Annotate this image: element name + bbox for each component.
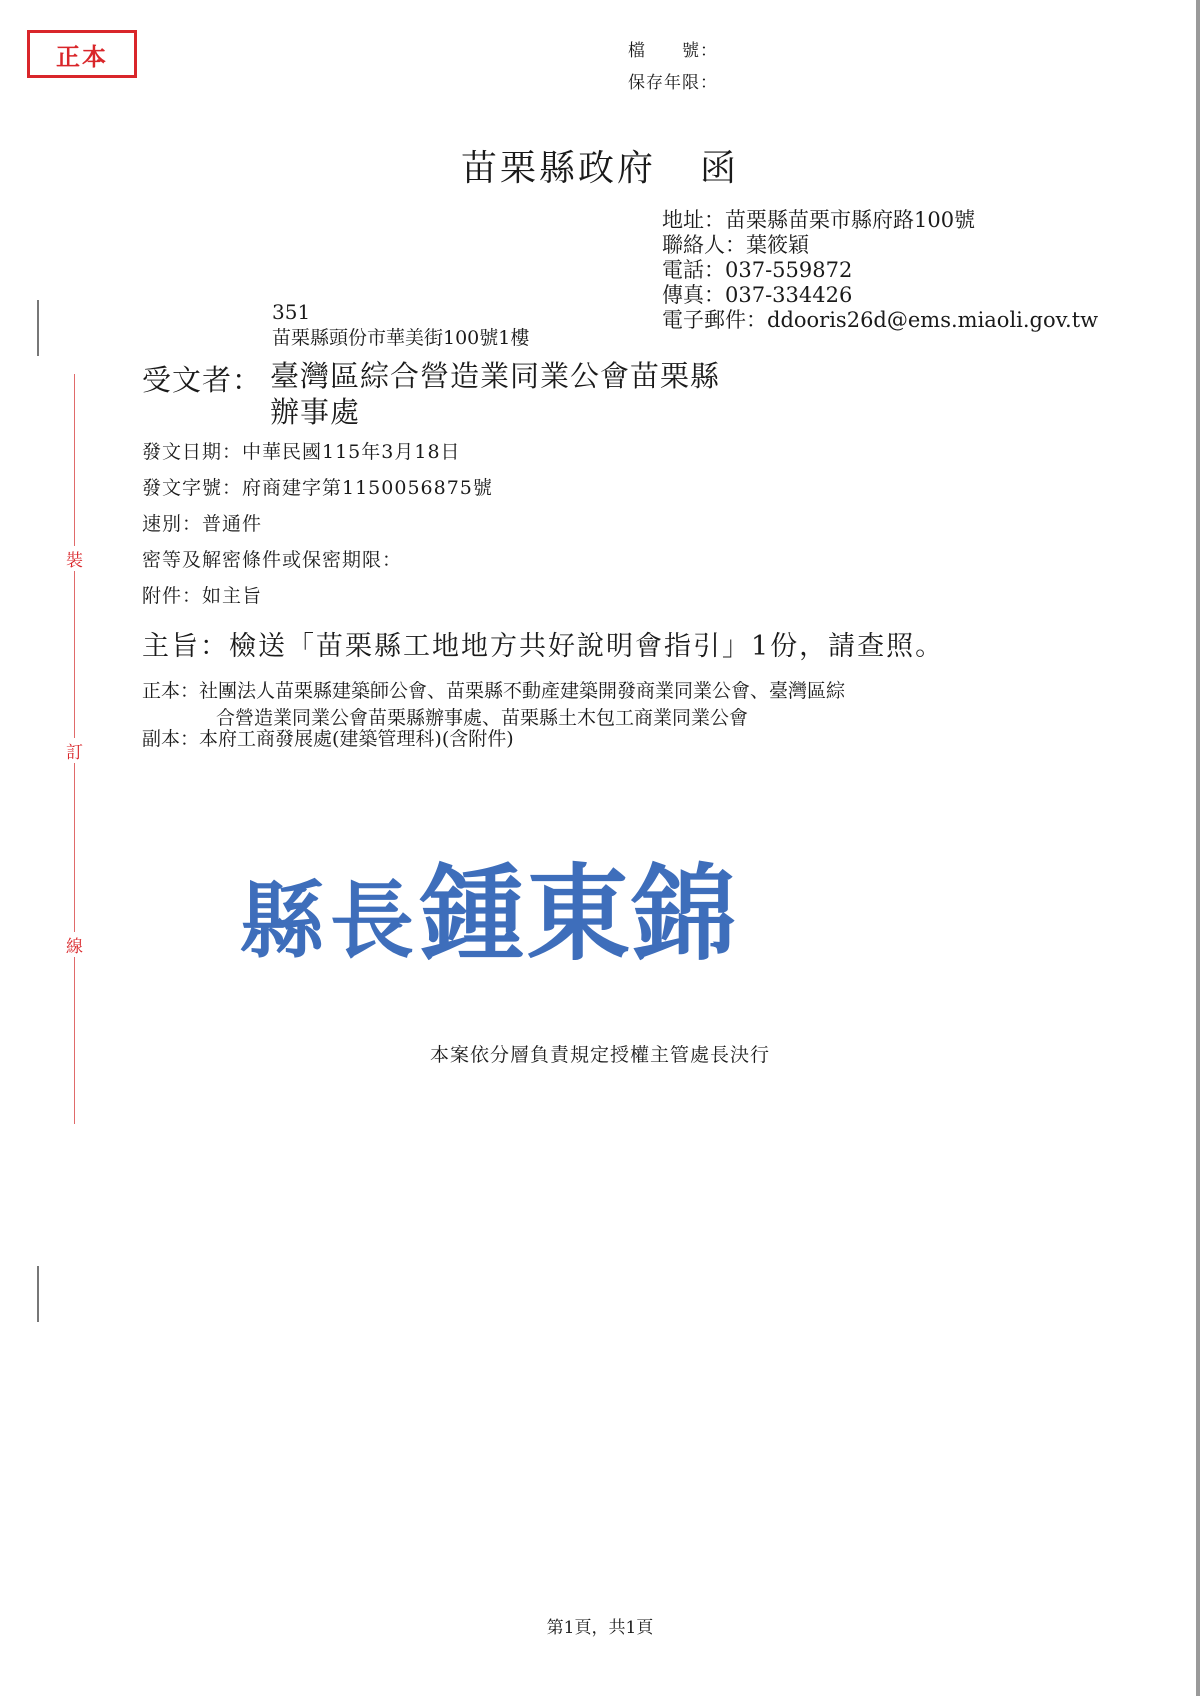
binding-label-zhuang: 裝	[66, 546, 83, 571]
sender-address: 地址：苗栗縣苗栗市縣府路100號	[662, 208, 976, 232]
authorization-note: 本案依分層負責規定授權主管處長決行	[429, 1044, 770, 1066]
magistrate-signature-stamp	[240, 830, 738, 980]
postal-code: 351	[272, 300, 311, 324]
scan-mark-bottom	[37, 1266, 39, 1322]
subject: 主旨：檢送「苗栗縣工地地方共好說明會指引」1份，請查照。	[142, 631, 945, 662]
retention-period-label: 保存年限：	[628, 73, 718, 93]
scan-mark-top	[37, 300, 39, 356]
page-number: 第1頁，共1頁	[546, 1618, 654, 1638]
recipient-name: 臺灣區綜合營造業同業公會苗栗縣辦事處	[270, 359, 721, 429]
original-copy-stamp	[27, 30, 137, 78]
signature-name: 鍾東錦	[420, 852, 739, 975]
document-title	[0, 140, 1200, 191]
delivery-speed: 速別：普通件	[142, 513, 263, 535]
copy-recipients: 副本：本府工商發展處(建築管理科)(含附件)	[142, 728, 514, 750]
binding-label-xian: 線	[66, 932, 83, 957]
document-number: 發文字號：府商建字第1150056875號	[142, 477, 493, 499]
file-number-label: 檔 號：	[628, 41, 718, 61]
sender-fax: 傳真：037-334426	[662, 283, 853, 307]
security-level: 密等及解密條件或保密期限：	[142, 549, 403, 571]
sender-contact: 聯絡人：葉筱穎	[662, 233, 809, 257]
sender-email: 電子郵件：ddooris26d@ems.miaoli.gov.tw	[662, 308, 1099, 332]
signature-title: 縣長	[240, 871, 421, 970]
sender-info	[662, 208, 1098, 333]
sender-phone: 電話：037-559872	[662, 258, 853, 282]
recipient-mailing-address: 苗栗縣頭份市華美街100號1樓	[272, 327, 530, 349]
issuing-organization: 苗栗縣政府	[460, 148, 656, 189]
document-type: 函	[700, 148, 740, 189]
attachment: 附件：如主旨	[142, 585, 263, 607]
stamp-label: 正本	[56, 41, 108, 71]
issue-date: 發文日期：中華民國115年3月18日	[142, 441, 461, 463]
recipient-label: 受文者：	[142, 363, 263, 397]
original-recipients-line1: 正本：社團法人苗栗縣建築師公會、苗栗縣不動產建築開發商業同業公會、臺灣區綜	[142, 680, 846, 702]
binding-label-ding: 訂	[66, 738, 83, 763]
scan-edge	[1196, 0, 1200, 1696]
original-recipients-line2: 合營造業同業公會苗栗縣辦事處、苗栗縣土木包工商業同業公會	[216, 707, 749, 729]
